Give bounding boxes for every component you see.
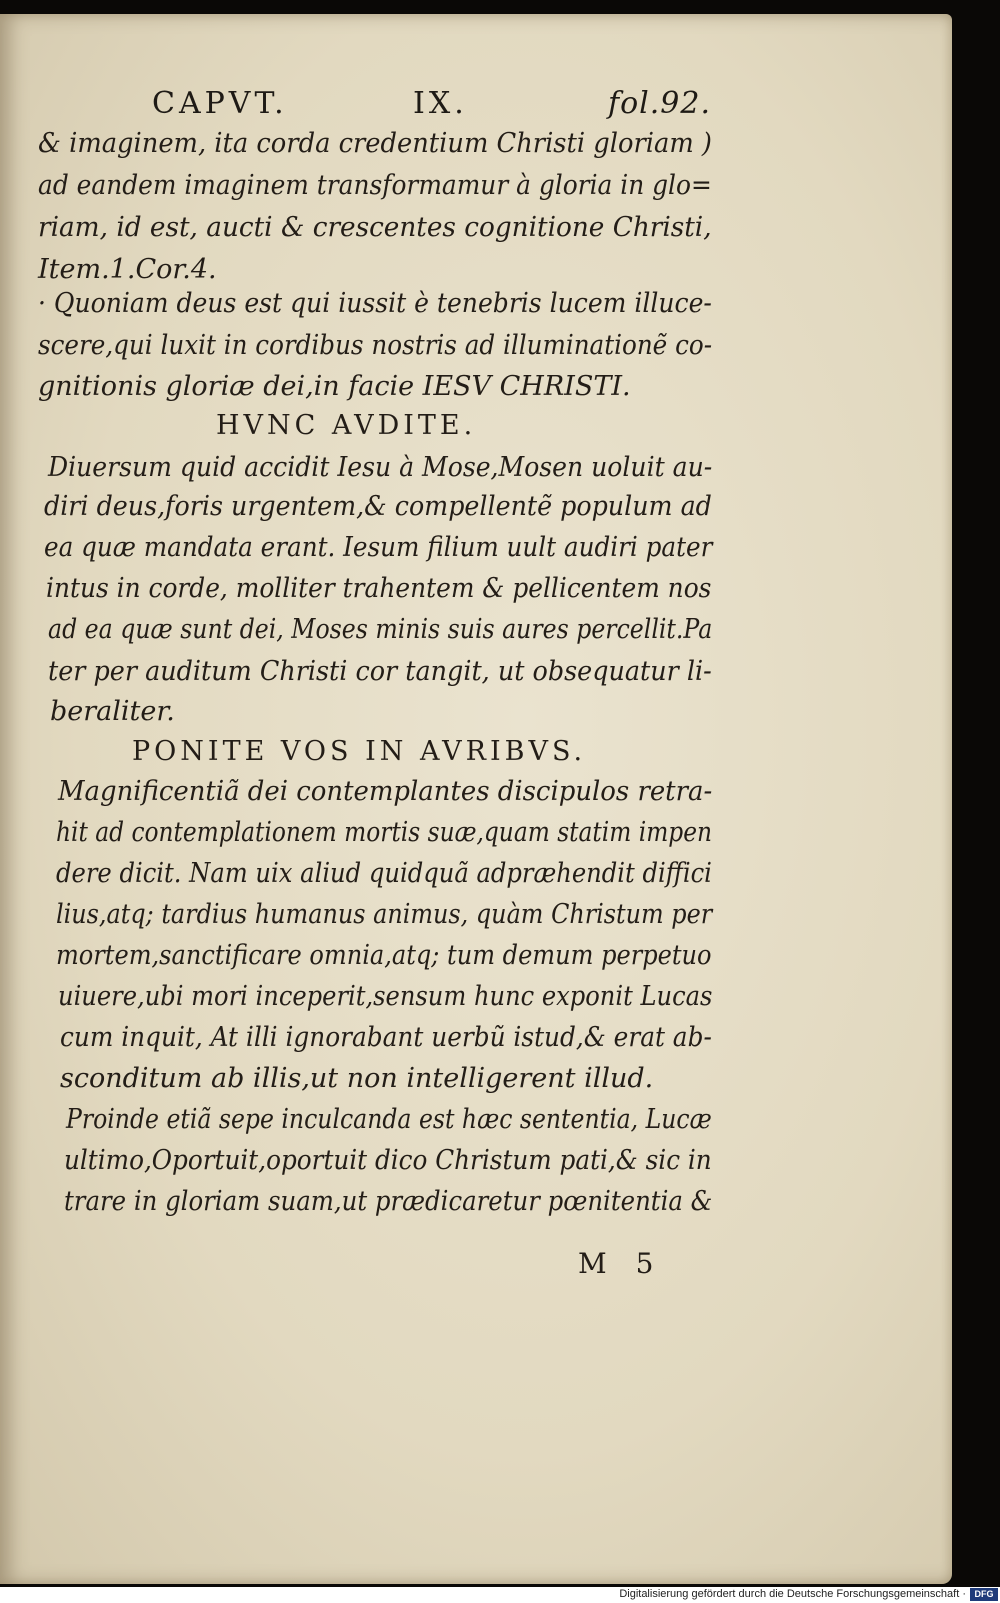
text-line: ad eandem imaginem transformamur à gloria in glo= bbox=[38, 170, 712, 201]
text-line: scere,qui luxit in cordibus nostris ad illuminationẽ co- bbox=[38, 330, 713, 361]
text-line: ter per auditum Christi cor tangit, ut obsequatur li- bbox=[48, 656, 712, 687]
running-header bbox=[0, 86, 952, 132]
text-line: mortem,sanctificare omnia,atq; tum demum perpetuo bbox=[56, 940, 712, 971]
text-line: diri deus,foris urgentem,& compellentẽ populum ad bbox=[44, 491, 712, 522]
text-line: trare in gloriam suam,ut prædicaretur pœnitentia & bbox=[64, 1186, 713, 1217]
header-folio: fol.92. bbox=[608, 86, 712, 121]
text-line: & imaginem, ita corda credentium Christi gloriam ) bbox=[38, 128, 712, 159]
text-line: sconditum ab illis,ut non intelligerent illud. bbox=[60, 1063, 654, 1094]
header-chapter-number: IX. bbox=[413, 86, 468, 121]
footer-credit: Digitalisierung gefördert durch die Deutsche Forschungsgemeinschaft · bbox=[619, 1588, 966, 1600]
text-line: uiuere,ubi mori inceperit,sensum hunc exponit Lucas bbox=[58, 981, 713, 1012]
text-line: Item.1.Cor.4. bbox=[38, 254, 217, 285]
text-line: cum inquit, At illi ignorabant uerbũ istud,& erat ab- bbox=[60, 1022, 712, 1053]
text-line: gnitionis gloriæ dei,in facie IESV CHRISTI. bbox=[38, 371, 631, 402]
text-line: dere dicit. Nam uix aliud quidquã adprӕhendit diffici bbox=[56, 858, 712, 889]
text-line: ultimo,Oportuit,oportuit dico Christum pati,& sic in bbox=[64, 1145, 712, 1176]
text-line: beraliter. bbox=[50, 696, 175, 727]
text-line: hit ad contemplationem mortis suæ,quam statim impen bbox=[56, 817, 713, 848]
text-line: · Quoniam deus est qui iussit è tenebris lucem illuce- bbox=[38, 288, 712, 319]
signature-mark: M 5 bbox=[578, 1247, 664, 1280]
text-line: Proinde etiã sepe inculcanda est hæc sententia, Lucæ bbox=[66, 1104, 712, 1135]
section-heading: HVNC AVDITE. bbox=[216, 410, 477, 441]
text-line: ad ea quæ sunt dei, Moses minis suis aures percellit.Pa bbox=[48, 614, 713, 645]
text-line: Diuersum quid accidit Iesu à Mose,Mosen uoluit au- bbox=[48, 452, 713, 483]
digitization-footer bbox=[0, 1587, 1000, 1603]
text-line: riam, id est, aucti & crescentes cognitione Christi, bbox=[38, 212, 712, 243]
text-line: ea quæ mandata erant. Iesum filium uult audiri pater bbox=[44, 532, 713, 563]
text-line: intus in corde, molliter trahentem & pellicentem nos bbox=[46, 573, 712, 604]
dfg-logo: DFG bbox=[970, 1588, 998, 1601]
header-chapter: CAPVT. bbox=[152, 86, 288, 121]
text-line: Magnificentiã dei contemplantes discipulos retra- bbox=[58, 776, 713, 807]
text-line: lius,atq; tardius humanus animus, quàm Christum per bbox=[56, 899, 713, 930]
section-heading: PONITE VOS IN AVRIBVS. bbox=[132, 736, 587, 767]
